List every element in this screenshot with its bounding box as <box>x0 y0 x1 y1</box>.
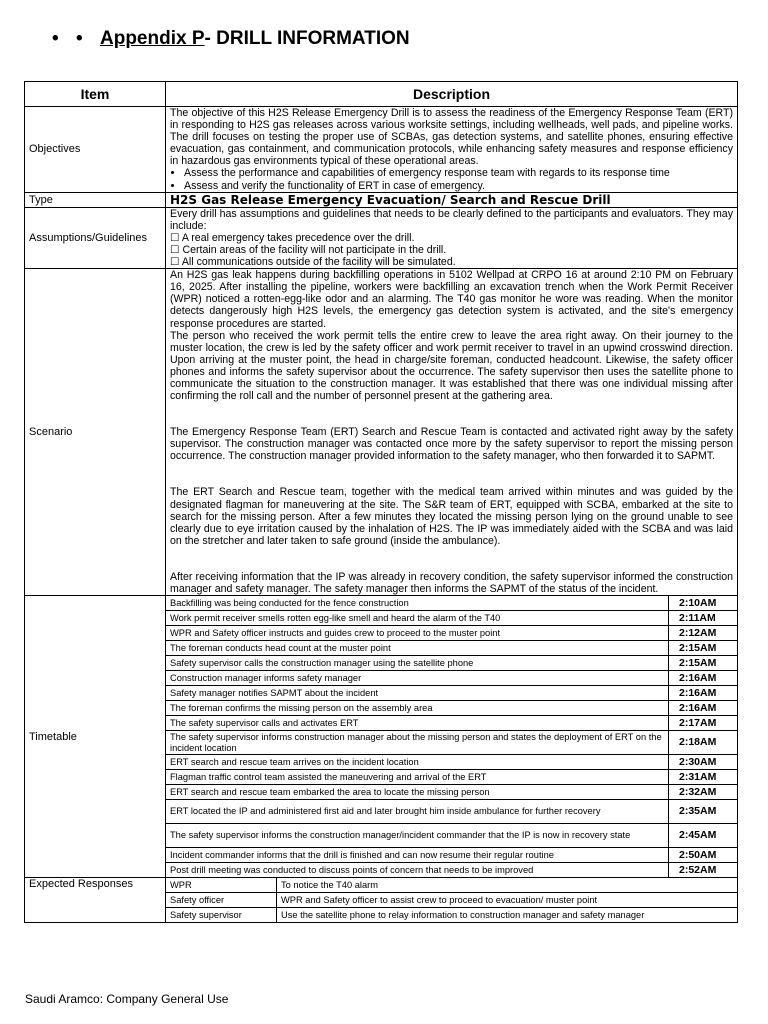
type-label: Type <box>25 192 166 207</box>
timetable-table <box>166 596 737 877</box>
timetable-event: Incident commander informs that the drill is finished and can now resume their regular routine <box>166 848 669 863</box>
timetable-event: ERT search and rescue team arrives on the incident location <box>166 755 669 770</box>
timetable-time: 2:18AM <box>669 731 738 755</box>
assumptions-row <box>25 207 738 268</box>
page-heading <box>52 28 410 50</box>
timetable-entry <box>166 716 737 731</box>
assumption-item: ☐ A real emergency takes precedence over the drill. <box>170 231 415 244</box>
expected-response-entry <box>166 893 737 908</box>
objectives-text: The objective of this H2S Release Emergency Drill is to assess the readiness of the Emergency Response Team (ERT) in responding to H2S gas releases across various worksite settings, including wellheads, well pads, and pipeline works. The drill focuses on testing the proper use of SCBAs, gas detection systems, and satellite phones, ensuring effective evacuation, gas containment, and communication protocols, while enhancing safety measures and response efficiency in hazardous gas environments typical of these operational areas. <box>170 107 733 168</box>
timetable-time: 2:52AM <box>669 863 738 878</box>
timetable-entry <box>166 626 737 641</box>
timetable-entry <box>166 671 737 686</box>
footer-classification: Saudi Aramco: Company General Use <box>25 992 229 1006</box>
timetable-event: Work permit receiver smells rotten egg-like smell and heard the alarm of the T40 <box>166 611 669 626</box>
timetable-time: 2:16AM <box>669 671 738 686</box>
response-role: Safety officer <box>166 893 277 908</box>
timetable-entry <box>166 731 737 755</box>
scenario-label: Scenario <box>25 269 166 596</box>
response-text: To notice the T40 alarm <box>277 878 738 893</box>
type-value: H2S Gas Release Emergency Evacuation/ Search and Rescue Drill <box>166 192 738 207</box>
scenario-paragraph: An H2S gas leak happens during backfilling operations in 5102 Wellpad at CRPO 16 at around 2:10 PM on February 16, 2025. After installing the pipeline, workers were backfilling an excavation trench when the Work Permit Receiver (WPR) noticed a rotten-egg-like odor and an alarming. The T40 gas monitor he wore was reading. When the monitor detects dangerously high H2S levels, the emergency gas detection system is activated, and the site's emergency response procedures are started. <box>170 269 733 330</box>
table-header-row <box>25 82 738 107</box>
scenario-paragraph: The person who received the work permit tells the entire crew to leave the area right away. On their journey to the muster location, the crew is led by the safety officer and work permit receiver to travel in an upwind crosswind direction. Upon arriving at the muster point, the head in charge/site foreman, conducted headcount. Likewise, the safety officer phones and informs the safety supervisor about the occurrence. The safety supervisor then uses the satellite phone to communicate the situation to the construction manager. It was established that there was one individual missing after confirming the roll call and the number of personnel present at the gathering area. <box>170 329 733 403</box>
expected-response-entry <box>166 908 737 923</box>
timetable-entry <box>166 770 737 785</box>
timetable-event: Flagman traffic control team assisted the maneuvering and arrival of the ERT <box>166 770 669 785</box>
timetable-entry <box>166 701 737 716</box>
header-item: Item <box>25 82 166 107</box>
expected-response-entry <box>166 878 737 893</box>
timetable-entry <box>166 755 737 770</box>
response-text: Use the satellite phone to relay information to construction manager and safety manager <box>277 908 738 923</box>
timetable-event: The foreman conducts head count at the muster point <box>166 641 669 656</box>
objective-bullet: • Assess and verify the functionality of ERT in case of emergency. <box>184 180 733 192</box>
assumptions-label: Assumptions/Guidelines <box>25 207 166 268</box>
timetable-time: 2:35AM <box>669 800 738 824</box>
heading-title: - DRILL INFORMATION <box>204 28 410 49</box>
scenario-paragraph: After receiving information that the IP was already in recovery condition, the safety supervisor informed the construction manager and safety manager. The safety manager then informs the SAPMT of the status of the incident. <box>170 570 733 595</box>
timetable-entry <box>166 863 737 878</box>
timetable-event: Post drill meeting was conducted to discuss points of concern that needs to be improved <box>166 863 669 878</box>
timetable-entry <box>166 785 737 800</box>
timetable-time: 2:32AM <box>669 785 738 800</box>
timetable-entry <box>166 611 737 626</box>
expected-responses-label: Expected Responses <box>25 878 166 923</box>
bullet-icon: • <box>76 28 83 49</box>
timetable-time: 2:15AM <box>669 641 738 656</box>
type-row <box>25 192 738 207</box>
timetable-entry <box>166 800 737 824</box>
appendix-label: Appendix P <box>100 28 205 49</box>
expected-responses-table <box>166 878 737 922</box>
timetable-time: 2:10AM <box>669 596 738 611</box>
scenario-paragraph: The Emergency Response Team (ERT) Search and Rescue Team is contacted and activated right away by the safety supervisor. The construction manager was contacted once more by the safety supervisor to report the missing person occurrence. The construction manager provided information to the safety manager, who then forwarded it to SAPMT. <box>170 426 733 463</box>
timetable-event: ERT search and rescue team embarked the area to locate the missing person <box>166 785 669 800</box>
timetable-event: ERT located the IP and administered first aid and later brought him inside ambulance for further recovery <box>166 800 669 824</box>
assumption-item: ☐ Certain areas of the facility will not participate in the drill. <box>170 243 447 256</box>
assumptions-intro: Every drill has assumptions and guidelines that needs to be clearly defined to the participants and evaluators. They may include: <box>170 207 733 232</box>
scenario-row <box>25 269 738 596</box>
objectives-label: Objectives <box>25 107 166 193</box>
objective-bullet: • Assess the performance and capabilities of emergency response team with regards to its response time <box>184 167 733 179</box>
timetable-event: Safety supervisor calls the construction manager using the satellite phone <box>166 656 669 671</box>
timetable-event: Backfilling was being conducted for the fence construction <box>166 596 669 611</box>
timetable-time: 2:45AM <box>669 824 738 848</box>
response-role: WPR <box>166 878 277 893</box>
timetable-event: The foreman confirms the missing person on the assembly area <box>166 701 669 716</box>
timetable-entry <box>166 656 737 671</box>
timetable-time: 2:31AM <box>669 770 738 785</box>
scenario-paragraph: The ERT Search and Rescue team, together with the medical team arrived within minutes and was guided by the designated flagman for maneuvering at the site. The S&R team of ERT, equipped with SCBA, embarked at the site to search for the missing person. After a few minutes they located the missing person lying on the ground unable to see clearly due to eye irritation caused by the inhalation of H2S. The IP was immediately aided with the SCBA and was laid on the stretcher and later taken to safe ground (inside the ambulance). <box>170 486 733 547</box>
timetable-entry <box>166 686 737 701</box>
header-description: Description <box>166 82 738 107</box>
timetable-entry <box>166 596 737 611</box>
timetable-time: 2:11AM <box>669 611 738 626</box>
objectives-row <box>25 107 738 193</box>
timetable-time: 2:17AM <box>669 716 738 731</box>
assumption-item: ☐ All communications outside of the facility will be simulated. <box>170 256 456 269</box>
expected-responses-row <box>25 878 738 923</box>
response-role: Safety supervisor <box>166 908 277 923</box>
drill-information-table <box>24 81 738 923</box>
objectives-bullets <box>170 167 733 191</box>
timetable-event: WPR and Safety officer instructs and guides crew to proceed to the muster point <box>166 626 669 641</box>
timetable-time: 2:30AM <box>669 755 738 770</box>
response-text: WPR and Safety officer to assist crew to proceed to evacuation/ muster point <box>277 893 738 908</box>
timetable-event: The safety supervisor calls and activates ERT <box>166 716 669 731</box>
timetable-cell <box>166 596 738 878</box>
timetable-time: 2:16AM <box>669 686 738 701</box>
timetable-time: 2:50AM <box>669 848 738 863</box>
timetable-time: 2:15AM <box>669 656 738 671</box>
scenario-description <box>166 269 738 596</box>
bullet-icon: • <box>52 28 59 49</box>
timetable-label: Timetable <box>25 596 166 878</box>
objectives-description <box>166 107 738 193</box>
timetable-event: Safety manager notifies SAPMT about the incident <box>166 686 669 701</box>
timetable-event: The safety supervisor informs construction manager about the missing person and states the deployment of ERT on the incident location <box>166 731 669 755</box>
timetable-event: Construction manager informs safety manager <box>166 671 669 686</box>
timetable-entry <box>166 824 737 848</box>
timetable-entry <box>166 641 737 656</box>
timetable-entry <box>166 848 737 863</box>
timetable-row <box>25 596 738 878</box>
timetable-time: 2:12AM <box>669 626 738 641</box>
expected-responses-cell <box>166 878 738 923</box>
timetable-event: The safety supervisor informs the construction manager/incident commander that the IP is now in recovery state <box>166 824 669 848</box>
assumptions-description <box>166 207 738 268</box>
timetable-time: 2:16AM <box>669 701 738 716</box>
